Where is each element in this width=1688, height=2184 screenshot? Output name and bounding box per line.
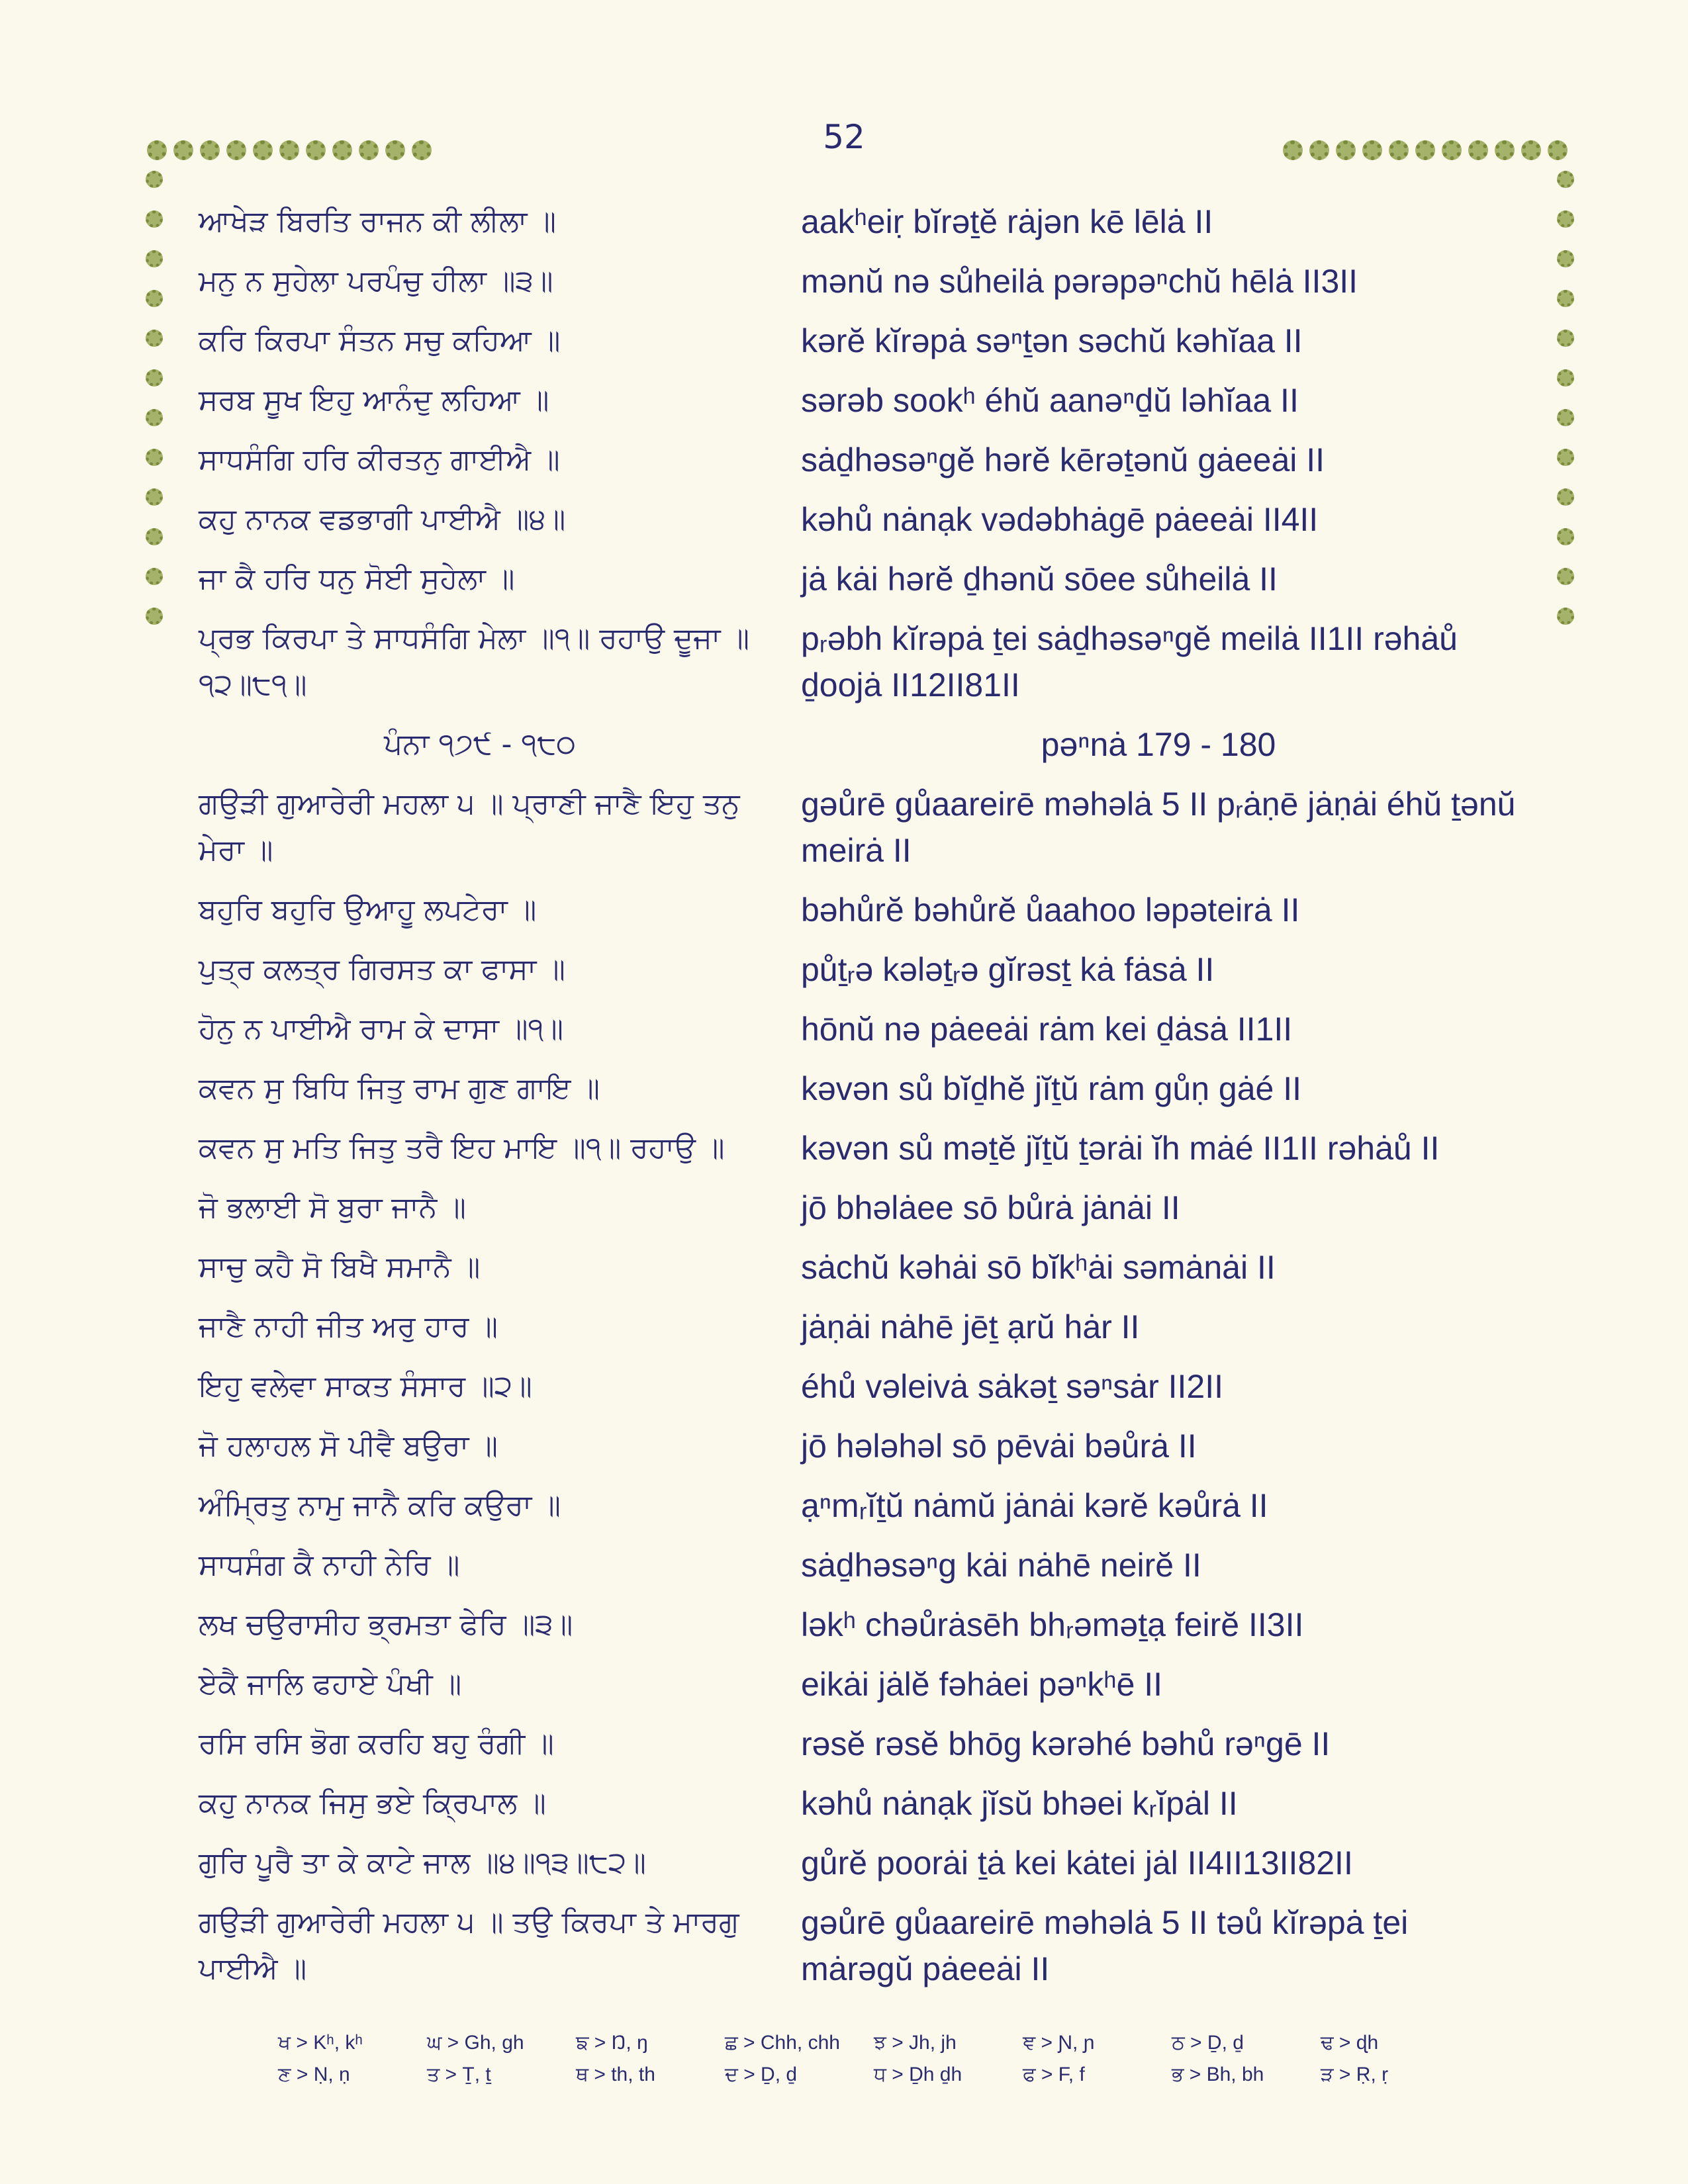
flower-icon	[1557, 330, 1574, 347]
gurmukhi-line: ਸਾਧਸੰਗਿ ਹਰਿ ਕੀਰਤਨੁ ਗਾਈਐ ॥	[199, 443, 560, 477]
border-left	[146, 171, 163, 625]
flower-icon	[253, 140, 273, 160]
transliteration-line: aakʰeiṛ bĭrəṯĕ rȧjən kē lēlȧ II	[801, 203, 1213, 240]
legend-item: ਥ > th, th	[576, 2064, 655, 2085]
gurmukhi-line: ਮਨੁ ਨ ਸੁਹੇਲਾ ਪਰਪੰਚੁ ਹੀਲਾ ॥੩॥	[199, 264, 553, 298]
flower-icon	[146, 608, 163, 625]
legend-item: ਛ > Chh, chh	[725, 2032, 840, 2054]
legend-item: ਣ > Ṇ, ṇ	[278, 2064, 350, 2085]
legend-item: ਫ > F, f	[1023, 2064, 1085, 2085]
border-top-left	[147, 140, 432, 160]
transliteration-line: sȧchŭ kəhȧi sō bĭkʰȧi səmȧnȧi II	[801, 1249, 1276, 1286]
gurmukhi-line: ਸਰਬ ਸੂਖ ਇਹੁ ਆਨੰਦੁ ਲਹਿਆ ॥	[199, 383, 549, 417]
flower-icon	[146, 250, 163, 267]
page-number: 52	[823, 118, 865, 156]
transliteration-line: gəůrē gůaareirē məhəlȧ 5 II pᵣȧṇē jȧṇȧi éhŭ ṯənŭ meirȧ II	[801, 786, 1516, 869]
gurmukhi-line: ਸਾਧਸੰਗ ਕੈ ਨਾਹੀ ਨੇਰਿ ॥	[199, 1548, 460, 1582]
transliteration-line: kəhů nȧnạk jĭsŭ bhəei kᵣĭpȧl II	[801, 1785, 1238, 1822]
transliteration-line: eikȧi jȧlĕ fəhȧei pəⁿkʰē II	[801, 1666, 1163, 1703]
verse-row	[199, 1780, 1516, 1840]
flower-icon	[1557, 369, 1574, 387]
flower-icon	[146, 210, 163, 228]
verse-row	[199, 1542, 1516, 1602]
gurmukhi-line: ਕਹੁ ਨਾਨਕ ਜਿਸੁ ਭਏ ਕ੍ਰਿਪਾਲ ॥	[199, 1786, 546, 1820]
gurmukhi-line: ਹੋਨੁ ਨ ਪਾਈਐ ਰਾਮ ਕੇ ਦਾਸਾ ॥੧॥	[199, 1012, 564, 1046]
verse-row	[199, 1125, 1516, 1185]
flower-icon	[146, 449, 163, 466]
flower-icon	[1548, 140, 1568, 160]
legend-item: ਢ > ɖh	[1321, 2032, 1379, 2054]
verse-row	[199, 318, 1516, 377]
transliteration-line: sȧḏhəsəⁿg kȧi nȧhē neirĕ II	[801, 1547, 1201, 1584]
flower-icon	[1362, 140, 1382, 160]
verse-row	[199, 1482, 1516, 1542]
transliteration-line: jō bhəlȧee sō bůrȧ jȧnȧi II	[801, 1189, 1180, 1226]
flower-icon	[1309, 140, 1329, 160]
transliteration-line: gəůrē gůaareirē məhəlȧ 5 II təů kĭrəpȧ ṯei mȧrəgŭ pȧeeȧi II	[801, 1904, 1409, 1987]
gurmukhi-page-reference: ਪੰਨਾ ੧੭੯ - ੧੮੦	[384, 727, 576, 761]
flower-icon	[146, 488, 163, 506]
flower-icon	[1557, 608, 1574, 625]
gurmukhi-line: ਏਕੈ ਜਾਲਿ ਫਹਾਏ ਪੰਖੀ ॥	[199, 1667, 462, 1701]
flower-icon	[146, 568, 163, 585]
legend-item: ਤ > Ṯ, ṯ	[427, 2064, 491, 2085]
flower-icon	[146, 369, 163, 387]
flower-icon	[1557, 568, 1574, 585]
gurmukhi-line: ਪੁਤ੍ਰ ਕਲਤ੍ਰ ਗਿਰਸਤ ਕਾ ਫਾਸਾ ॥	[199, 952, 565, 986]
transliteration-line: hōnŭ nə pȧeeȧi rȧm kei ḏȧsȧ II1II	[801, 1011, 1293, 1048]
transliteration-line: kəvən sů bĭḏhĕ jĭṯŭ rȧm gůṇ gȧé II	[801, 1070, 1302, 1107]
gurmukhi-line: ਲਖ ਚਉਰਾਸੀਹ ਭ੍ਰਮਤਾ ਫੇਰਿ ॥੩॥	[199, 1608, 573, 1641]
transliteration-line: půṯᵣə kələṯᵣə gĭrəsṯ kȧ fȧsȧ II	[801, 951, 1215, 988]
verse-content	[199, 199, 1516, 2005]
gurmukhi-line: ਕਵਨ ਸੁ ਬਿਧਿ ਜਿਤੁ ਰਾਮ ਗੁਣ ਗਾਇ ॥	[199, 1071, 600, 1105]
flower-icon	[146, 171, 163, 188]
flower-icon	[332, 140, 352, 160]
flower-icon	[1442, 140, 1462, 160]
transliteration-legend	[278, 2032, 1470, 2086]
gurmukhi-line: ਅੰਮ੍ਰਿਤੁ ਨਾਮੁ ਜਾਨੈ ਕਰਿ ਕਉਰਾ ॥	[199, 1488, 561, 1522]
transliteration-line: jȧ kȧi hərĕ ḏhənŭ sōee sůheilȧ II	[801, 561, 1278, 598]
verse-row	[199, 1661, 1516, 1721]
flower-icon	[412, 140, 432, 160]
verse-row	[199, 377, 1516, 437]
gurmukhi-line: ਇਹੁ ਵਲੇਵਾ ਸਾਕਤ ਸੰਸਾਰ ॥੨॥	[199, 1369, 532, 1403]
transliteration-line: sȧḏhəsəⁿgĕ hərĕ kērəṯənŭ gȧeeȧi II	[801, 441, 1325, 478]
verse-row	[199, 1602, 1516, 1661]
flower-icon	[1521, 140, 1541, 160]
legend-item: ਝ > Jh, jh	[874, 2032, 957, 2054]
flower-icon	[1468, 140, 1488, 160]
transliteration-line: kərĕ kĭrəpȧ səⁿṯən səchŭ kəhĭaa II	[801, 322, 1303, 359]
verse-row	[199, 615, 1516, 721]
transliteration-line: gůrĕ poorȧi ṯȧ kei kȧtei jȧl II4II13II82II	[801, 1844, 1353, 1882]
verse-row	[199, 1006, 1516, 1066]
legend-item: ਘ > Gh, gh	[427, 2032, 524, 2054]
transliteration-line: rəsĕ rəsĕ bhōg kərəhé bəhů rəⁿgē II	[801, 1725, 1331, 1762]
page-reference	[199, 721, 1516, 781]
verse-row	[199, 1721, 1516, 1780]
flower-icon	[146, 330, 163, 347]
transliteration-line: kəvən sů məṯĕ jĭṯŭ ṯərȧi ĭh mȧé II1II rəhȧů II	[801, 1130, 1440, 1167]
flower-icon	[173, 140, 193, 160]
verse-row	[199, 556, 1516, 615]
flower-icon	[226, 140, 246, 160]
flower-icon	[279, 140, 299, 160]
gurmukhi-line: ਪ੍ਰਭ ਕਿਰਪਾ ਤੇ ਸਾਧਸੰਗਿ ਮੇਲਾ ॥੧॥ ਰਹਾਉ ਦੂਜਾ ॥੧੨॥੮੧॥	[199, 621, 750, 702]
verse-row	[199, 199, 1516, 258]
gurmukhi-line: ਜੋ ਹਲਾਹਲ ਸੋ ਪੀਵੈ ਬਉਰਾ ॥	[199, 1429, 498, 1463]
flower-icon	[146, 290, 163, 307]
verse-row	[199, 887, 1516, 946]
transliteration-line: bəhůrĕ bəhůrĕ ůaahoo ləpəteirȧ II	[801, 891, 1300, 929]
verse-row	[199, 496, 1516, 556]
verse-row	[199, 258, 1516, 318]
gurmukhi-line: ਰਸਿ ਰਸਿ ਭੋਗ ਕਰਹਿ ਬਹੁ ਰੰਗੀ ॥	[199, 1727, 554, 1760]
gurmukhi-line: ਜਾਣੈ ਨਾਹੀ ਜੀਤ ਅਰੁ ਹਾਰ ॥	[199, 1310, 498, 1343]
legend-item: ਙ > Ŋ, ŋ	[576, 2032, 648, 2054]
transliteration-line: sərəb sookʰ éhŭ aanəⁿḏŭ ləhĭaa II	[801, 382, 1299, 419]
verse-row	[199, 1363, 1516, 1423]
flower-icon	[146, 409, 163, 426]
flower-icon	[1557, 250, 1574, 267]
gurmukhi-line: ਜਾ ਕੈ ਹਰਿ ਧਨੁ ਸੋਈ ਸੁਹੇਲਾ ॥	[199, 562, 515, 596]
transliteration-line: ləkʰ chəůrȧsēh bhᵣəməṯạ feirĕ II3II	[801, 1606, 1304, 1643]
gurmukhi-line: ਕਵਨ ਸੁ ਮਤਿ ਜਿਤੁ ਤਰੈ ਇਹ ਮਾਇ ॥੧॥ ਰਹਾਉ ॥	[199, 1131, 725, 1165]
transliteration-line: jȧṇȧi nȧhē jēṯ ạrŭ hȧr II	[801, 1308, 1140, 1345]
gurmukhi-line: ਗੁਰਿ ਪੂਰੈ ਤਾ ਕੇ ਕਾਟੇ ਜਾਲ ॥੪॥੧੩॥੮੨॥	[199, 1846, 646, 1880]
flower-icon	[1283, 140, 1303, 160]
gurmukhi-line: ਬਹੁਰਿ ਬਹੁਰਿ ਉਆਹੂ ਲਪਟੇਰਾ ॥	[199, 893, 537, 927]
legend-item: ਠ > Ḏ, ḏ	[1172, 2032, 1244, 2054]
flower-icon	[1557, 290, 1574, 307]
flower-icon	[1495, 140, 1515, 160]
legend-item: ੜ > Ṛ, ṛ	[1321, 2064, 1389, 2085]
verse-row	[199, 946, 1516, 1006]
gurmukhi-line: ਗਉੜੀ ਗੁਆਰੇਰੀ ਮਹਲਾ ੫ ॥ ਪ੍ਰਾਣੀ ਜਾਣੈ ਇਹੁ ਤਨੁ ਮੇਰਾ ॥	[199, 787, 740, 867]
legend-item: ਞ > Ɲ, ɲ	[1023, 2032, 1095, 2054]
flower-icon	[1557, 449, 1574, 466]
gurmukhi-line: ਜੋ ਭਲਾਈ ਸੋ ਬੁਰਾ ਜਾਨੈ ॥	[199, 1191, 466, 1224]
verse-row	[199, 437, 1516, 496]
border-right	[1557, 171, 1574, 625]
legend-item: ਧ > Ḏh ḏh	[874, 2064, 962, 2085]
flower-icon	[1336, 140, 1356, 160]
verse-row	[199, 1185, 1516, 1244]
flower-icon	[1557, 488, 1574, 506]
flower-icon	[1557, 210, 1574, 228]
verse-row	[199, 781, 1516, 887]
verse-row	[199, 1244, 1516, 1304]
flower-icon	[1389, 140, 1409, 160]
verse-row	[199, 1899, 1516, 2005]
flower-icon	[1415, 140, 1435, 160]
transliteration-line: mənŭ nə sůheilȧ pərəpəⁿchŭ hēlȧ II3II	[801, 263, 1358, 300]
flower-icon	[1557, 409, 1574, 426]
transliteration-page-reference: pəⁿnȧ 179 - 180	[1041, 726, 1276, 763]
flower-icon	[200, 140, 220, 160]
legend-item: ਖ > Kʰ, kʰ	[278, 2032, 363, 2054]
gurmukhi-line: ਕਹੁ ਨਾਨਕ ਵਡਭਾਗੀ ਪਾਈਐ ॥੪॥	[199, 502, 566, 536]
gurmukhi-line: ਸਾਚੁ ਕਹੈ ਸੋ ਬਿਖੈ ਸਮਾਨੈ ॥	[199, 1250, 481, 1284]
verse-row	[199, 1304, 1516, 1363]
verse-row	[199, 1066, 1516, 1125]
transliteration-line: jō hələhəl sō pēvȧi bəůrȧ II	[801, 1428, 1197, 1465]
transliteration-line: éhů vəleivȧ sȧkəṯ səⁿsȧr II2II	[801, 1368, 1224, 1405]
flower-icon	[147, 140, 167, 160]
flower-icon	[359, 140, 379, 160]
verse-row	[199, 1423, 1516, 1482]
legend-item: ਭ > Bh, bh	[1172, 2064, 1264, 2085]
flower-icon	[306, 140, 326, 160]
legend-item: ਦ > Ḏ, ḏ	[725, 2064, 798, 2085]
verse-row	[199, 1840, 1516, 1899]
transliteration-line: pᵣəbh kĭrəpȧ ṯei sȧḏhəsəⁿgĕ meilȧ II1II rəhȧů ḏoojȧ II12II81II	[801, 620, 1458, 704]
transliteration-line: kəhů nȧnạk vədəbhȧgē pȧeeȧi II4II	[801, 501, 1319, 538]
gurmukhi-line: ਕਰਿ ਕਿਰਪਾ ਸੰਤਨ ਸਚੁ ਕਹਿਆ ॥	[199, 324, 561, 357]
flower-icon	[1557, 171, 1574, 188]
flower-icon	[146, 528, 163, 545]
flower-icon	[1557, 528, 1574, 545]
gurmukhi-line: ਆਖੇੜ ਬਿਰਤਿ ਰਾਜਨ ਕੀ ਲੀਲਾ ॥	[199, 205, 556, 238]
border-top-right	[1283, 140, 1568, 160]
transliteration-line: ạⁿmᵣĭṯŭ nȧmŭ jȧnȧi kərĕ kəůrȧ II	[801, 1487, 1268, 1524]
flower-icon	[385, 140, 405, 160]
gurmukhi-line: ਗਉੜੀ ਗੁਆਰੇਰੀ ਮਹਲਾ ੫ ॥ ਤਉ ਕਿਰਪਾ ਤੇ ਮਾਰਗੁ ਪਾਈਐ ॥	[199, 1905, 739, 1985]
